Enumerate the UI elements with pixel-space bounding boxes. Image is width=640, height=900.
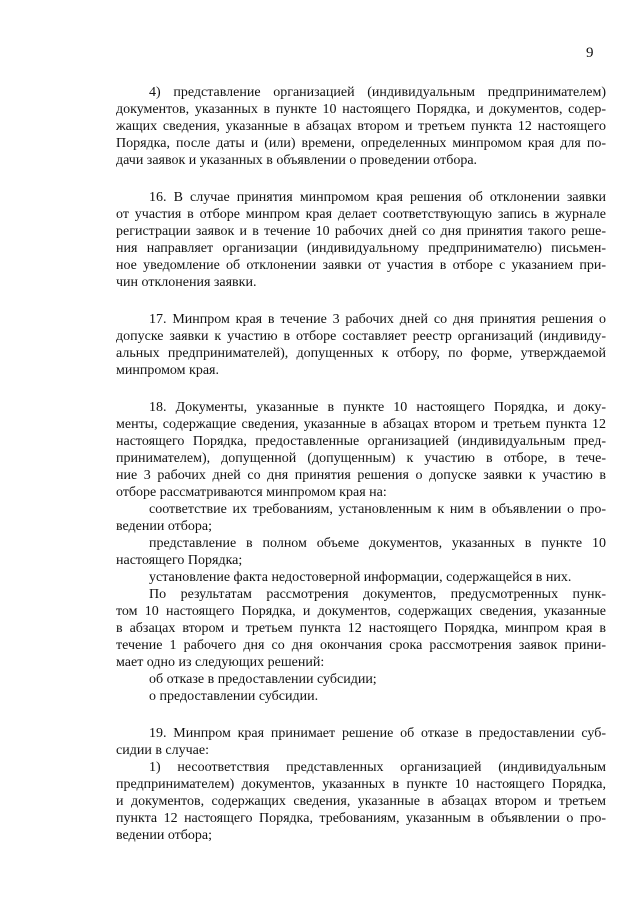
text-line: и документов, содержащих сведения, указанные в абзацах втором и третьем — [116, 794, 606, 809]
text-line: в абзацах втором и третьем пункта 12 настоящего Порядка, минпром края в — [116, 621, 606, 636]
text-line: настоящего Порядка, предоставленные организацией (индивидуальным пред- — [116, 434, 606, 449]
text-line: мает одно из следующих решений: — [116, 655, 325, 670]
text-line: течение 1 рабочего дня со дня окончания срока рассмотрения заявок прини- — [116, 638, 606, 653]
text-line: допуске заявки к участию в отборе составляет реестр организаций (индивиду- — [116, 329, 606, 344]
text-line: альных предпринимателей), допущенных к отбору, по форме, утверждаемой — [116, 346, 606, 361]
text-line: 1) несоответствия представленных организацией (индивидуальным — [149, 760, 606, 775]
text-line: ния направляет организации (индивидуальному предпринимателю) письмен- — [116, 241, 606, 256]
text-line: ведении отбора; — [116, 828, 213, 843]
text-line: 19. Минпром края принимает решение об отказе в предоставлении суб- — [149, 726, 606, 741]
text-line: дачи заявок и указанных в объявлении о проведении отбора. — [116, 153, 478, 168]
text-line: жащих сведения, указанные в абзацах втором и третьем пункта 12 настоящего — [116, 119, 606, 134]
text-line: документов, указанных в пункте 10 настоящего Порядка, и документов, содер- — [116, 102, 606, 117]
text-line: сидии в случае: — [116, 743, 209, 758]
text-line: ведении отбора; — [116, 519, 213, 534]
text-line: минпромом края. — [116, 363, 219, 378]
text-line: об отказе в предоставлении субсидии; — [149, 672, 377, 687]
text-line: По результатам рассмотрения документов, предусмотренных пунк- — [149, 587, 606, 602]
text-line: ное уведомление об отклонении заявки от участия в отборе с указанием при- — [116, 258, 606, 273]
text-line: принимателем), допущенной (допущенным) к участию в отборе, в тече- — [116, 451, 606, 466]
text-line: ние 3 рабочих дней со дня принятия решения о допуске заявки к участию в — [116, 468, 606, 483]
text-line: отборе рассматриваются минпромом края на: — [116, 485, 387, 500]
text-line: 16. В случае принятия минпромом края решения об отклонении заявки — [149, 190, 606, 205]
text-line: Порядка, после даты и (или) времени, определенных минпромом края для по- — [116, 136, 606, 151]
text-line: 17. Минпром края в течение 3 рабочих дней со дня принятия решения о — [149, 312, 606, 327]
text-line: о предоставлении субсидии. — [149, 689, 319, 704]
text-line: пункта 12 настоящего Порядка, требованиям, указанным в объявлении о про- — [116, 811, 606, 826]
page-number: 9 — [586, 45, 594, 61]
text-line: от участия в отборе минпром края делает соответствующую запись в журнале — [116, 207, 606, 222]
text-line: настоящего Порядка; — [116, 553, 243, 568]
text-line: представление в полном объеме документов, указанных в пункте 10 — [149, 536, 606, 551]
text-line: 18. Документы, указанные в пункте 10 настоящего Порядка, и доку- — [149, 400, 606, 415]
text-line: установление факта недостоверной информации, содержащейся в них. — [149, 570, 572, 585]
text-line: регистрации заявок и в течение 10 рабочих дней со дня принятия такого реше- — [116, 224, 606, 239]
text-line: менты, содержащие сведения, указанные в абзацах втором и третьем пункта 12 — [116, 417, 606, 432]
text-line: чин отклонения заявки. — [116, 275, 257, 290]
text-line: соответствие их требованиям, установленным к ним в объявлении о про- — [149, 502, 606, 517]
text-line: предпринимателем) документов, указанных в пункте 10 настоящего Порядка, — [116, 777, 606, 792]
text-line: 4) представление организацией (индивидуальным предпринимателем) — [149, 85, 606, 100]
text-line: том 10 настоящего Порядка, и документов, содержащих сведения, указанные — [116, 604, 606, 619]
